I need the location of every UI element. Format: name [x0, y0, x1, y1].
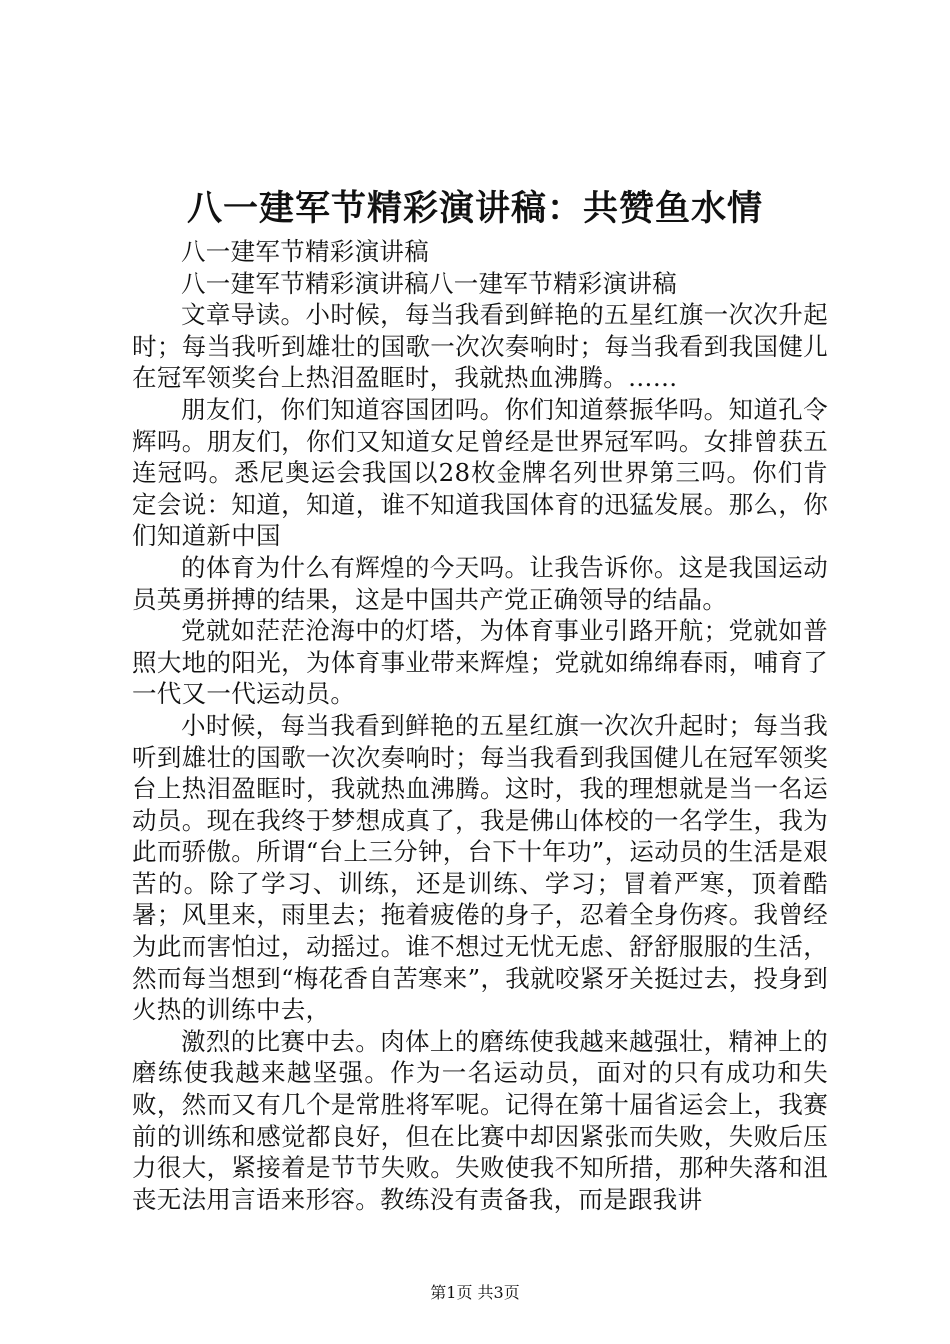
document-title: 八一建军节精彩演讲稿：共赞鱼水情	[186, 188, 763, 229]
paragraph: 八一建军节精彩演讲稿八一建军节精彩演讲稿	[181, 268, 677, 298]
paragraph: 朋友们，你们知道容国团吗。你们知道蔡振华吗。知道孔令辉吗。朋友们，你们又知道女足曾经是世界冠军吗。女排曾获五连冠吗。悉尼奥运会我国以28枚金牌名列世界第三吗。你们肯定会说：知道，知道，谁不知道我国体育的迅猛发展。那么，你们知道新中国	[132, 394, 828, 551]
document-body	[132, 236, 828, 1215]
paragraph: 八一建军节精彩演讲稿	[181, 237, 429, 266]
paragraph: 的体育为什么有辉煌的今天吗。让我告诉你。这是我国运动员英勇拼搏的结果，这是中国共产党正确领导的结晶。	[132, 552, 828, 614]
paragraph: 文章导读。小时候，每当我看到鲜艳的五星红旗一次次升起时；每当我听到雄壮的国歌一次次奏响时；每当我看到我国健儿在冠军领奖台上热泪盈眶时，我就热血沸腾。……	[132, 300, 828, 393]
page-footer: 第1页 共3页	[430, 1283, 520, 1302]
paragraph: 党就如茫茫沧海中的灯塔，为体育事业引路开航；党就如普照大地的阳光，为体育事业带来辉煌；党就如绵绵春雨，哺育了一代又一代运动员。	[132, 616, 828, 709]
paragraph: 小时候，每当我看到鲜艳的五星红旗一次次升起时；每当我听到雄壮的国歌一次次奏响时；每当我看到我国健儿在冠军领奖台上热泪盈眶时，我就热血沸腾。这时，我的理想就是当一名运动员。现在我终于梦想成真了，我是佛山体校的一名学生，我为此而骄傲。所谓“台上三分钟，台下十年功”，运动员的生活是艰苦的。除了学习、训练，还是训练、学习；冒着严寒，顶着酷暑；风里来，雨里去；拖着疲倦的身子，忍着全身伤疼。我曾经为此而害怕过，动摇过。谁不想过无忧无虑、舒舒服服的生活，然而每当想到“梅花香自苦寒来”，我就咬紧牙关挺过去，投身到火热的训练中去，	[132, 710, 828, 1025]
paragraph: 激烈的比赛中去。肉体上的磨练使我越来越强壮，精神上的磨练使我越来越坚强。作为一名运动员，面对的只有成功和失败，然而又有几个是常胜将军呢。记得在第十届省运会上，我赛前的训练和感觉都良好，但在比赛中却因紧张而失败，失败后压力很大，紧接着是节节失败。失败使我不知所措，那种失落和沮丧无法用言语来形容。教练没有责备我，而是跟我讲	[132, 1026, 828, 1214]
